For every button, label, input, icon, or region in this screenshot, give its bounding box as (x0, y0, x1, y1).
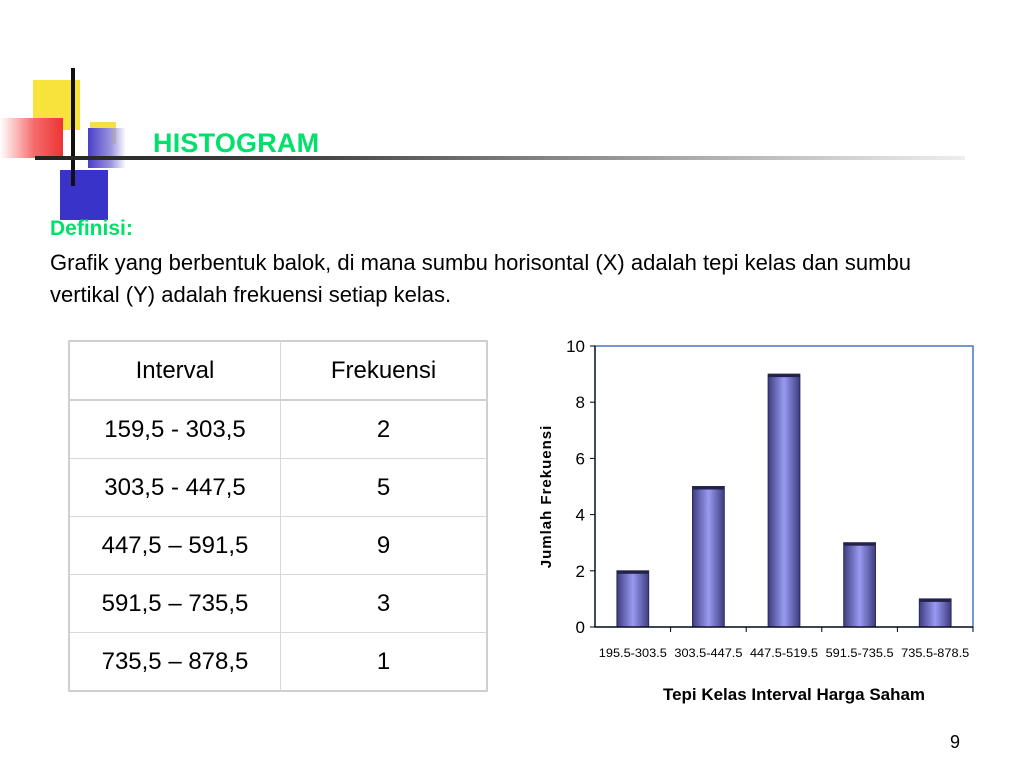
y-tick-label: 10 (566, 337, 585, 356)
decor-blue-gradient-square (88, 128, 126, 168)
y-axis (566, 337, 595, 637)
bar-top-edge (919, 599, 951, 602)
table-row (69, 575, 487, 633)
table-row (69, 459, 487, 517)
x-tick-label: 303.5-447.5 (674, 648, 743, 660)
page-number: 9 (950, 732, 961, 752)
bar-top-edge (768, 374, 800, 377)
slide-title: HISTOGRAM (153, 128, 320, 158)
x-tick-label: 447.5-519.5 (749, 648, 819, 660)
cell-frekuensi: 2 (281, 400, 488, 459)
decor-vertical-line (71, 68, 75, 186)
bar (768, 374, 800, 627)
definition-label: Definisi: (50, 217, 133, 240)
cell-frekuensi: 5 (281, 459, 488, 517)
x-tick-label: 735.5-878.5 (901, 648, 970, 660)
bar (693, 487, 725, 628)
y-tick-label: 8 (575, 393, 585, 413)
y-tick-label: 6 (575, 449, 585, 469)
y-axis-label: Jumlah Frekuensi (538, 424, 555, 569)
cell-interval: 159,5 - 303,5 (69, 400, 281, 459)
histogram-chart (525, 330, 985, 720)
x-axis (595, 627, 973, 660)
definition-text: Grafik yang berbentuk balok, di mana sumbu horisontal (X) adalah tepi kelas dan sumbu vertikal (Y) adalah frekuensi setiap kelas. (50, 250, 911, 307)
frequency-table (68, 340, 488, 692)
cell-frekuensi: 3 (281, 575, 488, 633)
cell-frekuensi: 1 (281, 633, 488, 692)
y-tick-label: 0 (575, 618, 585, 637)
bar-series (617, 374, 951, 627)
table-row (69, 633, 487, 692)
decor-red-square (0, 118, 63, 158)
y-tick-label: 2 (575, 561, 585, 581)
table-header-row (69, 341, 487, 400)
table-row (69, 400, 487, 459)
column-header-frekuensi: Frekuensi (281, 341, 488, 400)
bar-top-edge (617, 571, 649, 574)
decor-blue-square (60, 170, 108, 220)
bar (919, 599, 951, 627)
x-tick-label: 591.5-735.5 (825, 648, 894, 660)
bar (617, 571, 649, 627)
table-row (69, 517, 487, 575)
cell-frekuensi: 9 (281, 517, 488, 575)
bar-top-edge (693, 487, 725, 490)
x-axis-label: Tepi Kelas Interval Harga Saham (663, 685, 925, 704)
cell-interval: 303,5 - 447,5 (69, 459, 281, 517)
x-tick-label: 195.5-303.5 (598, 648, 667, 660)
cell-interval: 591,5 – 735,5 (69, 575, 281, 633)
cell-interval: 447,5 – 591,5 (69, 517, 281, 575)
cell-interval: 735,5 – 878,5 (69, 633, 281, 692)
y-tick-label: 4 (575, 505, 585, 525)
column-header-interval: Interval (69, 341, 281, 400)
bar-top-edge (844, 543, 876, 546)
bar (844, 543, 876, 627)
